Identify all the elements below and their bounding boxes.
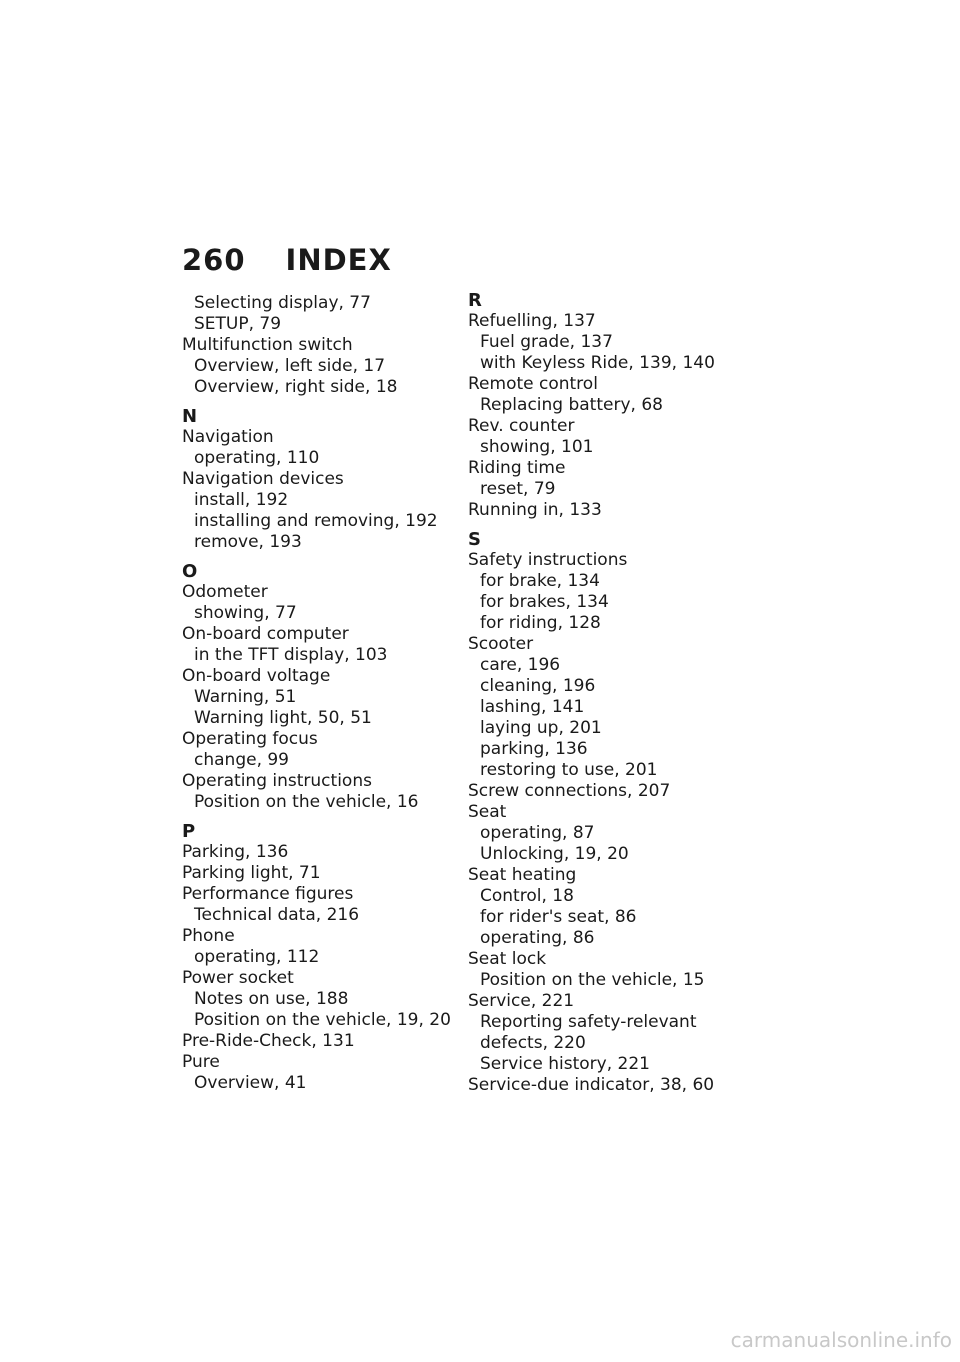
index-subentry: showing, 77 [194, 603, 297, 623]
index-subentry: Service history, 221 [480, 1054, 650, 1074]
index-subentry: lashing, 141 [480, 697, 585, 717]
index-subentry: in the TFT display, 103 [194, 645, 388, 665]
index-subentry: Position on the vehicle, 15 [480, 970, 705, 990]
index-subentry: for rider's seat, 86 [480, 907, 637, 927]
index-letter-heading: N [182, 406, 198, 427]
index-entry: Power socket [182, 968, 294, 988]
index-entry: Multifunction switch [182, 335, 353, 355]
index-entry: Performance figures [182, 884, 354, 904]
index-entry: Odometer [182, 582, 268, 602]
index-column-right [468, 292, 748, 1095]
index-entry: Pure [182, 1052, 220, 1072]
index-subentry: laying up, 201 [480, 718, 602, 738]
index-subentry: Overview, left side, 17 [194, 356, 386, 376]
index-entry: Parking light, 71 [182, 863, 321, 883]
index-subentry: for brake, 134 [480, 571, 600, 591]
index-entry: Seat heating [468, 865, 577, 885]
index-entry: Navigation devices [182, 469, 344, 489]
watermark: carmanualsonline.info [730, 1328, 952, 1352]
index-entry: Phone [182, 926, 235, 946]
index-subentry: parking, 136 [480, 739, 588, 759]
index-entry: On-board computer [182, 624, 349, 644]
index-subentry: showing, 101 [480, 437, 594, 457]
index-entry: Pre-Ride-Check, 131 [182, 1031, 355, 1051]
index-entry: Navigation [182, 427, 274, 447]
index-entry: Operating instructions [182, 771, 372, 791]
index-subentry: Technical data, 216 [194, 905, 360, 925]
index-subentry: for riding, 128 [480, 613, 601, 633]
index-subentry: Notes on use, 188 [194, 989, 349, 1009]
index-letter-heading: O [182, 561, 198, 582]
index-subentry: Fuel grade, 137 [480, 332, 613, 352]
index-entry: Rev. counter [468, 416, 575, 436]
index-subentry: install, 192 [194, 490, 289, 510]
index-subentry: defects, 220 [480, 1033, 586, 1053]
index-subentry: change, 99 [194, 750, 290, 770]
page-number: 260 [182, 243, 246, 277]
index-subentry: SETUP, 79 [194, 314, 282, 334]
index-subentry: operating, 86 [480, 928, 595, 948]
index-entry: Service-due indicator, 38, 60 [468, 1075, 715, 1095]
index-subentry: remove, 193 [194, 532, 302, 552]
index-entry: Service, 221 [468, 991, 575, 1011]
index-subentry: Warning, 51 [194, 687, 297, 707]
index-entry: Running in, 133 [468, 500, 602, 520]
page-header [182, 243, 392, 277]
index-subentry: operating, 110 [194, 448, 320, 468]
index-subentry: for brakes, 134 [480, 592, 609, 612]
index-entry: Refuelling, 137 [468, 311, 596, 331]
index-subentry: Position on the vehicle, 19, 20 [194, 1010, 451, 1030]
index-entry: Operating focus [182, 729, 318, 749]
index-subentry: operating, 112 [194, 947, 320, 967]
index-letter-heading: S [468, 529, 481, 550]
index-subentry: Selecting display, 77 [194, 293, 371, 313]
index-subentry: Overview, right side, 18 [194, 377, 398, 397]
index-column-left [182, 292, 462, 1093]
index-subentry: restoring to use, 201 [480, 760, 658, 780]
index-entry: Seat lock [468, 949, 547, 969]
index-entry: Seat [468, 802, 507, 822]
index-entry: Screw connections, 207 [468, 781, 671, 801]
index-entry: Riding time [468, 458, 566, 478]
index-entry: Safety instructions [468, 550, 628, 570]
index-entry: On-board voltage [182, 666, 331, 686]
index-subentry: Position on the vehicle, 16 [194, 792, 419, 812]
index-entry: Parking, 136 [182, 842, 289, 862]
index-entry: Remote control [468, 374, 598, 394]
index-letter-heading: R [468, 290, 482, 311]
index-subentry: with Keyless Ride, 139, 140 [480, 353, 715, 373]
index-subentry: operating, 87 [480, 823, 595, 843]
page-title: INDEX [285, 243, 392, 277]
index-entry: Scooter [468, 634, 534, 654]
index-subentry: cleaning, 196 [480, 676, 596, 696]
index-subentry: Unlocking, 19, 20 [480, 844, 629, 864]
index-subentry: installing and removing, 192 [194, 511, 438, 531]
index-subentry: Replacing battery, 68 [480, 395, 663, 415]
index-subentry: reset, 79 [480, 479, 556, 499]
index-subentry: Warning light, 50, 51 [194, 708, 372, 728]
index-letter-heading: P [182, 821, 196, 842]
index-subentry: Reporting safety-relevant [480, 1012, 697, 1032]
index-subentry: Overview, 41 [194, 1073, 307, 1093]
index-subentry: Control, 18 [480, 886, 574, 906]
index-subentry: care, 196 [480, 655, 561, 675]
